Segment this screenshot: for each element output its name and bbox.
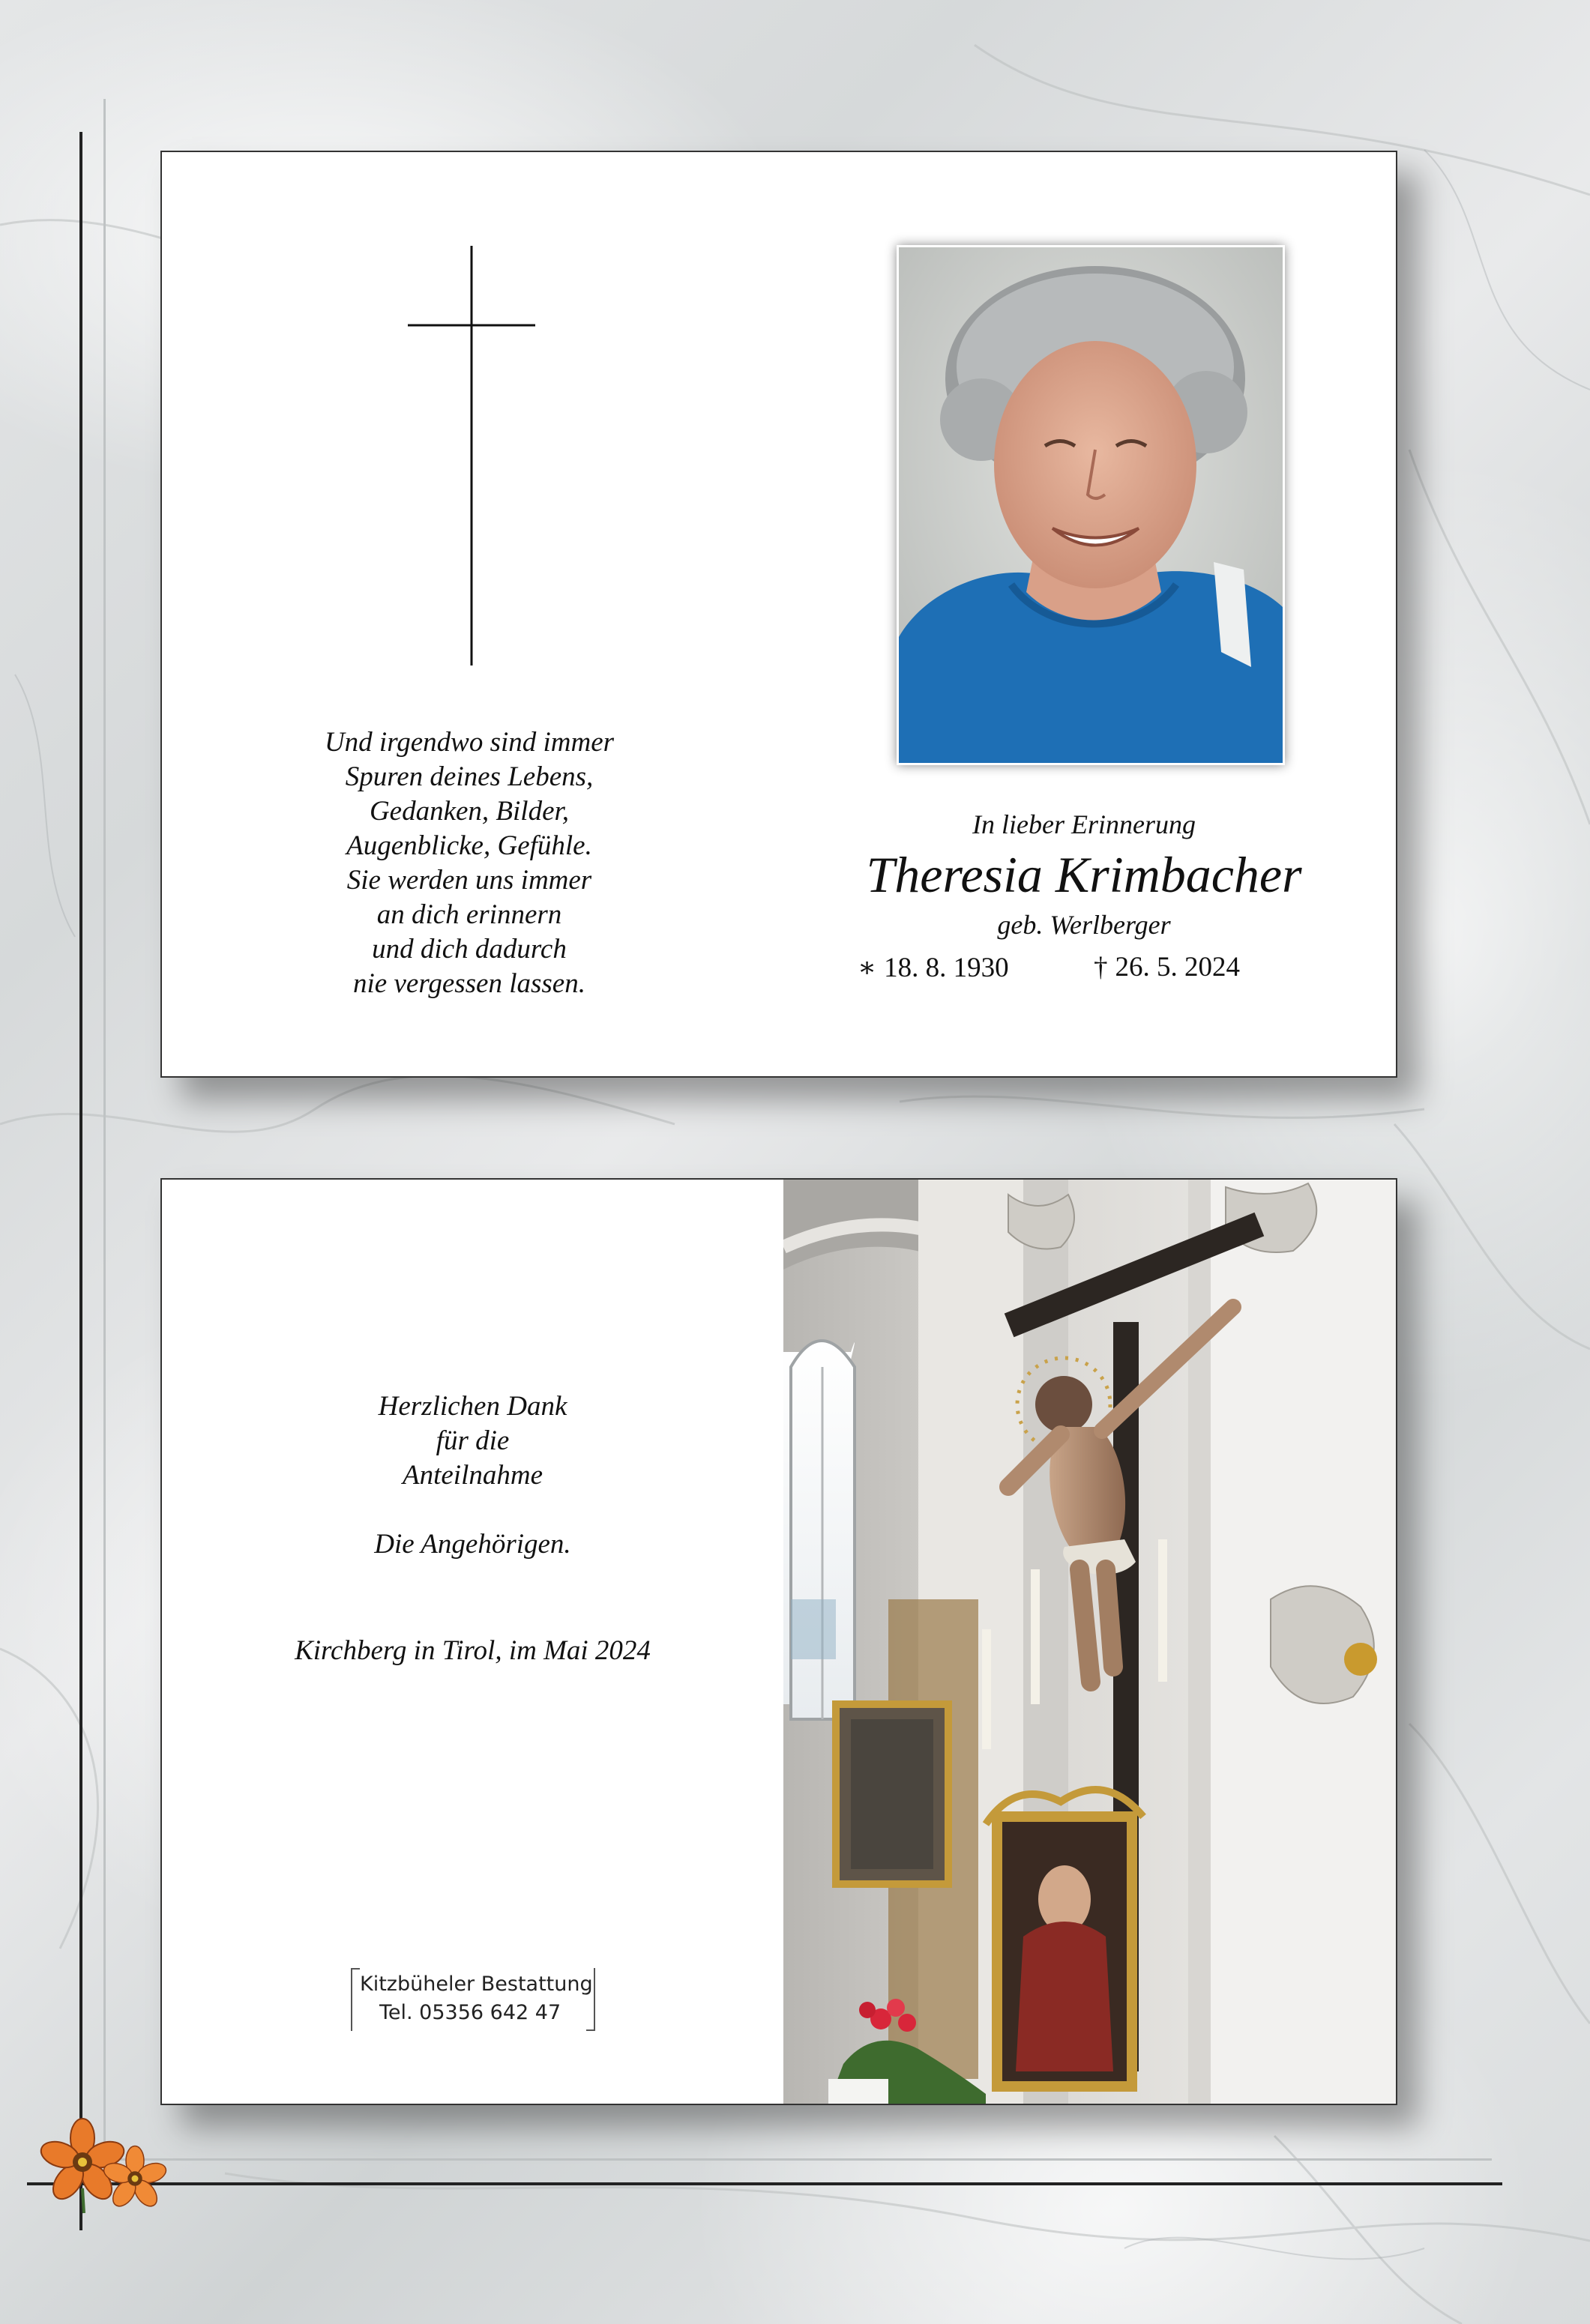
poem-line: Und irgendwo sind immer (324, 727, 615, 758)
memorial-card-back (160, 1178, 1397, 2105)
frame-horizontal-line-thin (120, 2158, 1492, 2161)
birth-date-group (858, 951, 1009, 984)
cross-icon (408, 246, 535, 665)
thanks-text (162, 1389, 783, 1562)
poem-line: an dich erinnern (376, 899, 562, 930)
memorial-text (822, 807, 1346, 989)
maiden-name: geb. Werlberger (997, 910, 1171, 940)
death-date-group (1094, 951, 1240, 983)
memorial-intro: In lieber Erinnerung (972, 809, 1196, 839)
deceased-name: Theresia Krimbacher (866, 846, 1302, 903)
undertaker-label (351, 1968, 595, 2029)
poem-line: nie vergessen lassen. (353, 968, 585, 999)
poem-line: Gedanken, Bilder, (369, 796, 570, 827)
frame-vertical-line (79, 132, 82, 2230)
death-symbol-icon: † (1094, 952, 1108, 983)
poem-line: Augenblicke, Gefühle. (346, 830, 592, 861)
birth-date: 18. 8. 1930 (884, 953, 1009, 983)
memorial-card-front (160, 151, 1397, 1078)
place-date: Kirchberg in Tirol, im Mai 2024 (295, 1635, 651, 1666)
death-date: 26. 5. 2024 (1115, 952, 1240, 983)
undertaker-name: Kitzbüheler Bestattung (360, 1973, 593, 1996)
church-crucifix-photo (783, 1180, 1396, 2104)
undertaker-phone: Tel. 05356 642 47 (379, 2001, 561, 2024)
thanks-panel (162, 1180, 783, 2104)
thanks-line: für die (436, 1425, 510, 1456)
frame-horizontal-line (27, 2182, 1502, 2185)
thanks-line: Anteilnahme (402, 1460, 543, 1491)
birth-symbol-icon: ∗ (858, 953, 877, 983)
life-dates (822, 951, 1346, 989)
poem (259, 725, 679, 1001)
poem-line: und dich dadurch (372, 934, 567, 965)
thanks-line: Herzlichen Dank (378, 1391, 567, 1422)
flower-icon (30, 2117, 180, 2215)
portrait-photo (897, 245, 1285, 765)
poem-line: Sie werden uns immer (346, 865, 592, 896)
signature: Die Angehörigen. (374, 1529, 571, 1560)
poem-line: Spuren deines Lebens, (345, 761, 594, 792)
frame-vertical-line-thin (103, 99, 106, 2152)
